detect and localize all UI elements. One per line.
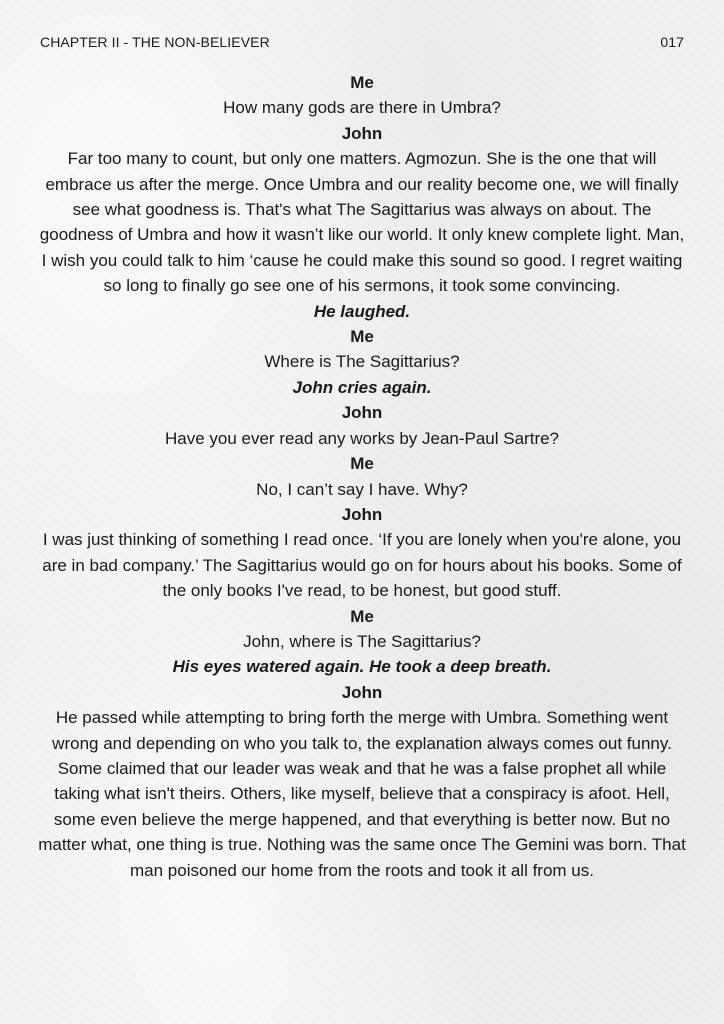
dialogue-line: Where is The Sagittarius?: [264, 352, 460, 372]
dialogue-body: [36, 70, 688, 883]
stage-direction: His eyes watered again. He took a deep breath.: [172, 657, 552, 677]
dialogue-line: He passed while attempting to bring forth the merge with Umbra. Something went wrong and depending on who you talk to, the explanation always comes out funny. Some claimed that our leader was weak and that he was a false prophet all while taking what isn't theirs. Others, like myself, believe that a conspiracy is afoot. Hell, some even believe the merge happened, and that everything is better now. But no matter what, one thing is true. Nothing was the same once The Gemini was born. That man poisoned our home from the roots and took it all from us.: [38, 708, 686, 880]
page-number: 017: [660, 34, 684, 50]
page-header: [40, 33, 684, 51]
speaker-name: Me: [350, 73, 374, 92]
chapter-title: CHAPTER II - THE NON-BELIEVER: [40, 34, 270, 50]
speaker-name: John: [341, 504, 383, 524]
dialogue-line: Have you ever read any works by Jean-Paul Sartre?: [164, 428, 560, 448]
speaker-name: John: [341, 123, 383, 143]
dialogue-line: I was just thinking of something I read once. ‘If you are lonely when you're alone, you are in bad company.’ The Sagittarius would go on for hours about his books. Some of the only books I've read, to be honest, but good stuff.: [42, 530, 682, 601]
stage-direction: He laughed.: [313, 301, 411, 321]
stage-direction: John cries again.: [292, 377, 432, 397]
speaker-name: Me: [350, 606, 374, 626]
speaker-name: Me: [350, 327, 374, 347]
dialogue-line: John, where is The Sagittarius?: [243, 631, 481, 651]
speaker-name: John: [341, 682, 383, 702]
dialogue-line: No, I can’t say I have. Why?: [256, 479, 468, 499]
dialogue-line: How many gods are there in Umbra?: [223, 98, 501, 118]
dialogue-line: Far too many to count, but only one matters. Agmozun. She is the one that will embrace us after the merge. Once Umbra and our reality become one, we will finally see what goodness is. That's what The Sagittarius was always on about. The goodness of Umbra and how it wasn’t like our world. It only knew complete light. Man, I wish you could talk to him ‘cause he could make this sound so good. I regret waiting so long to finally go see one of his sermons, it took some convincing.: [39, 149, 685, 296]
speaker-name: John: [341, 403, 383, 423]
speaker-name: Me: [350, 454, 374, 474]
